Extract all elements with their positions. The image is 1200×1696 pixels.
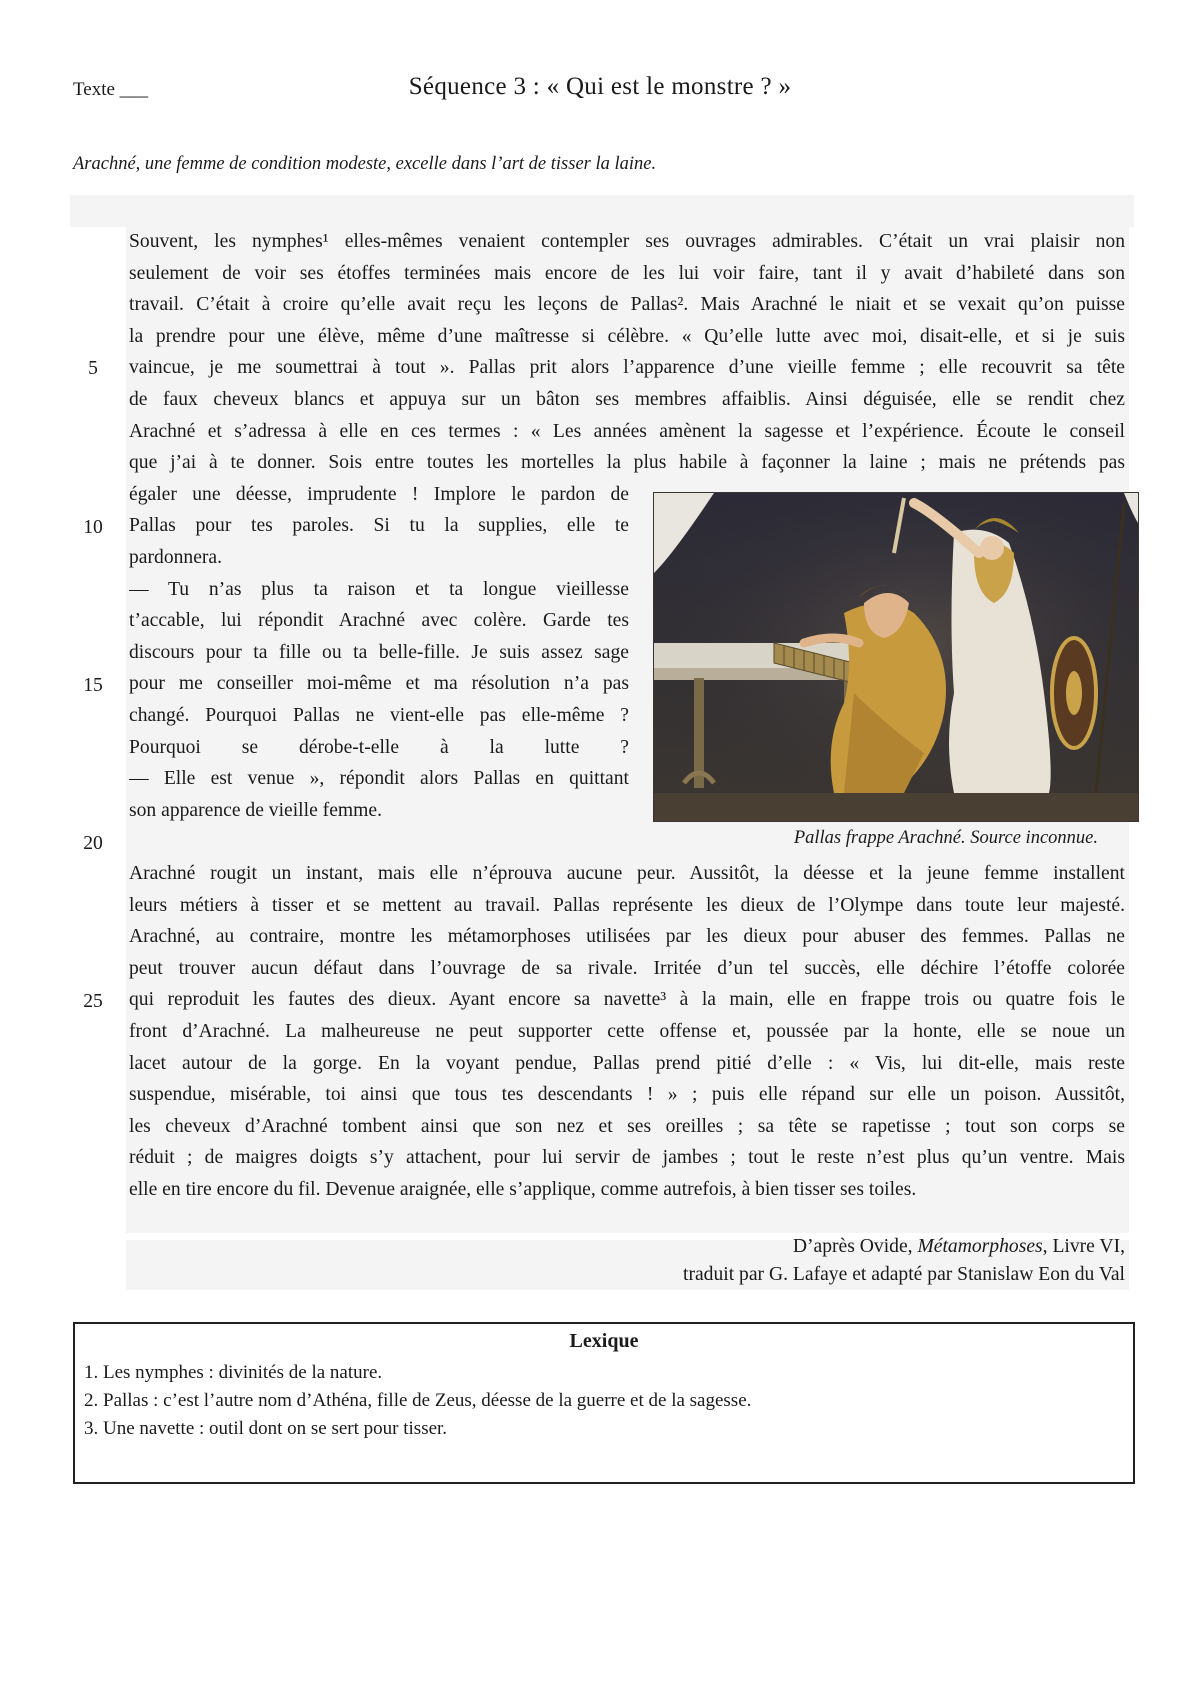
- text-line: les cheveux d’Arachné tombent ainsi que son nez et ses oreilles ; sa tête se rapetisse ; tout son corps se: [129, 1115, 1125, 1137]
- painting-image: [653, 492, 1139, 822]
- text-line: pardonnera.: [129, 547, 223, 568]
- text-line: travail. C’était à croire qu’elle avait reçu les leçons de Pallas². Mais Arachné le niait et se vexait qu’on puisse: [129, 294, 1125, 316]
- text-line: égaler une déesse, imprudente ! Implore le pardon de: [129, 483, 629, 505]
- line-number: 10: [83, 517, 103, 538]
- line-number: 5: [88, 358, 98, 379]
- lexique-box: [73, 1322, 1135, 1484]
- text-line: pour me conseiller moi-même et ma résolution n’a pas: [129, 673, 629, 695]
- lexique-item: 3. Une navette : outil dont on se sert pour tisser.: [84, 1418, 448, 1439]
- source-work-title: Métamorphoses: [917, 1236, 1043, 1257]
- text-line: qui reproduit les fautes des dieux. Ayant encore sa navette³ à la main, elle en frappe trois ou quatre fois le: [129, 989, 1125, 1011]
- source-line-2: traduit par G. Lafaye et adapté par Stanislaw Eon du Val: [683, 1264, 1125, 1285]
- lexique-item: 1. Les nymphes : divinités de la nature.: [84, 1362, 383, 1383]
- line-number: 20: [83, 833, 103, 854]
- line-number: 25: [83, 991, 103, 1012]
- source-prefix: D’après Ovide,: [792, 1236, 918, 1257]
- text-line: la prendre pour une élève, même d’une maîtresse si célèbre. « Qu’elle lutte avec moi, disait-elle, et si je suis: [129, 325, 1125, 347]
- text-line: son apparence de vieille femme.: [129, 799, 382, 821]
- lexique-item: 2. Pallas : c’est l’autre nom d’Athéna, fille de Zeus, déesse de la guerre et de la sagesse.: [84, 1390, 752, 1411]
- text-line: de faux cheveux blancs et appuya sur un bâton ses membres affaiblis. Ainsi déguisée, elle se rendit chez: [129, 389, 1125, 410]
- text-line: elle en tire encore du fil. Devenue araignée, elle s’applique, comme autrefois, à bien tisser ses toiles.: [129, 1179, 917, 1200]
- page-title: Séquence 3 : « Qui est le monstre ? »: [408, 73, 792, 100]
- text-line: seulement de voir ses étoffes terminées mais encore de les lui voir faire, tant il y avait d’habileté dans son: [129, 262, 1125, 284]
- text-line: — Tu n’as plus ta raison et ta longue vieillesse: [129, 578, 629, 600]
- text-line: Pallas pour tes paroles. Si tu la supplies, elle te: [129, 515, 629, 537]
- text-line: front d’Arachné. La malheureuse ne peut supporter cette offense et, poussée par la honte, elle se noue un: [129, 1021, 1125, 1042]
- text-line: t’accable, lui répondit Arachné avec colère. Garde tes: [129, 610, 629, 632]
- text-line: leurs métiers à tisser et se mettent au travail. Pallas représente les dieux de l’Olympe dans toute leur majesté.: [129, 894, 1125, 916]
- text-line: suspendue, misérable, toi ainsi que tous tes descendants ! » ; puis elle répand sur elle un poison. Aussitôt,: [129, 1084, 1125, 1106]
- text-line: — Elle est venue », répondit alors Pallas en quittant: [129, 768, 629, 790]
- text-line: Souvent, les nymphes¹ elles-mêmes venaient contempler ses ouvrages admirables. C’était un vrai plaisir non: [129, 231, 1125, 252]
- text-line: Arachné rougit un instant, mais elle n’éprouva aucune peur. Aussitôt, la déesse et la jeune femme installent: [129, 863, 1125, 884]
- text-line: Arachné, au contraire, montre les métamorphoses utilisées par les dieux pour abuser des femmes. Pallas ne: [129, 926, 1125, 948]
- line-number: 15: [83, 675, 103, 696]
- source-line-1: [793, 1236, 1125, 1258]
- source-suffix: , Livre VI,: [1042, 1236, 1125, 1257]
- text-line: Arachné et s’adressa à elle en ces termes : « Les années amènent la sagesse et l’expérience. Écoute le conseil: [129, 420, 1125, 442]
- figure-caption: Pallas frappe Arachné. Source inconnue.: [793, 828, 1098, 848]
- text-line: discours pour ta fille ou ta belle-fille. Je suis assez sage: [129, 641, 629, 663]
- texte-label: Texte ___: [73, 79, 149, 100]
- lexique-title: Lexique: [569, 1330, 639, 1352]
- text-line: peut trouver aucun défaut dans l’ouvrage de sa rivale. Irritée d’un tel succès, elle déchire l’étoffe colorée: [129, 957, 1125, 979]
- text-line: changé. Pourquoi Pallas ne vient-elle pas elle-même ?: [129, 705, 629, 726]
- text-line: lacet autour de la gorge. En la voyant pendue, Pallas prend pitié d’elle : « Vis, lui dit-elle, mais reste: [129, 1052, 1125, 1074]
- text-line: réduit ; de maigres doigts s’y attachent, pour lui servir de jambes ; tout le reste n’est plus qu’un ventre. Mais: [129, 1147, 1125, 1169]
- text-line: vaincue, je me soumettrai à tout ». Pallas prit alors l’apparence d’une vieille femme ; elle recouvrit sa tête: [129, 357, 1125, 379]
- text-line: Pourquoi se dérobe-t-elle à la lutte ?: [129, 736, 629, 758]
- intro-text: Arachné, une femme de condition modeste, excelle dans l’art de tisser la laine.: [73, 154, 657, 174]
- text-line: que j’ai à te donner. Sois entre toutes les mortelles la plus habile à façonner la laine ; mais ne prétends pas: [129, 452, 1125, 474]
- text-background-top: [70, 195, 1134, 227]
